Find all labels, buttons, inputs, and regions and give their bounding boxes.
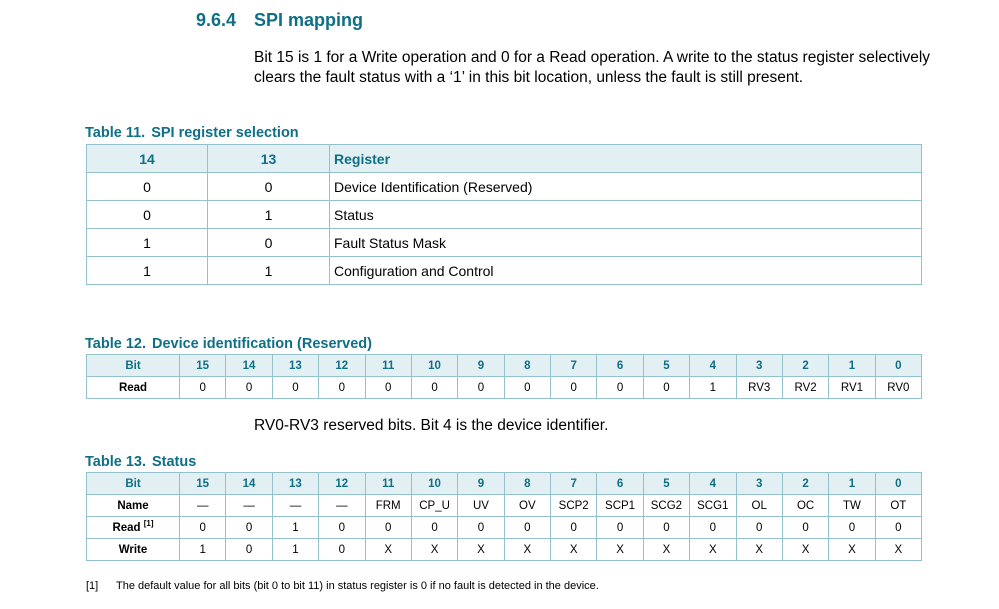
cell-text: 1 [292,543,299,556]
cell-text: OC [796,499,815,512]
intro-paragraph: Bit 15 is 1 for a Write operation and 0 for a Read operation. A write to the status register selectively clears the fault status with a ‘1’ in this bit location, unless the fault is still present. [254,49,931,86]
table-cell [875,377,921,399]
header-cell: Bit [87,473,180,495]
header-cell: 14 [226,355,272,377]
cell-text: SCP2 [558,499,589,512]
table-cell [875,517,921,539]
cell-text: 0 [802,521,809,534]
cell-text: 0 [663,521,670,534]
table-row [87,517,922,539]
table-header-row [87,355,922,377]
header-cell: 5 [643,355,689,377]
cell-text: X [848,543,856,556]
table-cell [782,495,828,517]
header-cell: 14 [226,473,272,495]
table-cell [690,517,736,539]
reserved-bits-note: RV0-RV3 reserved bits. Bit 4 is the device identifier. [254,417,609,434]
table-cell: 1 [208,257,330,285]
table-cell [736,495,782,517]
footnote [86,580,599,592]
header-cell: 13 [272,355,318,377]
header-cell: Bit [87,355,180,377]
table-cell [829,377,875,399]
table-cell [180,377,226,399]
cell-text: TW [842,499,861,512]
table13-title: Status [151,454,197,470]
header-cell: 14 [87,145,208,173]
table-cell [411,377,457,399]
table-cell [829,495,875,517]
cell-text: Read [112,521,141,534]
cell-text: OL [751,499,767,512]
cell-text: X [616,543,624,556]
cell-text: Read [118,381,148,394]
table-cell [272,495,318,517]
table-cell [319,377,365,399]
table-cell [180,495,226,517]
cell-text: 1 [199,543,206,556]
table-cell [411,539,457,561]
header-cell: 0 [875,473,921,495]
cell-text: 0 [524,521,531,534]
cell-text: X [662,543,671,556]
table-cell [690,495,736,517]
row-header-cell [87,495,180,517]
cell-text: X [430,543,439,556]
table-cell: Fault Status Mask [330,229,922,257]
table-cell [458,517,504,539]
cell-text: RV3 [748,381,771,394]
cell-text: 0 [616,381,624,394]
table-cell: 1 [87,257,208,285]
row-header-cell [87,517,180,539]
header-cell: 3 [736,355,782,377]
cell-text: Name [117,499,149,512]
cell-text: OT [890,499,907,512]
header-cell: 10 [411,473,457,495]
table-row [87,539,922,561]
header-cell: 11 [365,355,411,377]
table-cell [226,377,272,399]
cell-text: 0 [570,521,577,534]
table-row [87,257,922,285]
table-cell [226,539,272,561]
table-cell [180,539,226,561]
cell-text: OV [519,499,536,512]
table-cell: Status [330,201,922,229]
table-cell [875,495,921,517]
cell-text: 0 [245,521,253,534]
table-cell [643,539,689,561]
header-cell: 9 [458,355,504,377]
header-cell: 15 [180,473,226,495]
footnote-reference[interactable]: [1] [143,518,154,528]
table-cell [504,495,550,517]
table-cell [597,377,643,399]
table-cell [504,517,550,539]
cell-text: 0 [477,521,485,534]
row-header-cell [87,377,180,399]
cell-text: UV [472,499,489,512]
cell-text: X [801,543,810,556]
table-row [87,201,922,229]
table-row [87,173,922,201]
header-cell: 13 [208,145,330,173]
cell-text: 0 [245,543,253,556]
table-cell [736,377,782,399]
table-cell [736,539,782,561]
table-cell [458,377,504,399]
cell-text: SCG1 [697,499,729,512]
cell-text: — [336,499,348,512]
table-row [87,495,922,517]
cell-text: X [384,543,393,556]
header-cell: 10 [411,355,457,377]
cell-text: SCG2 [650,499,683,512]
table-cell [829,517,875,539]
table11-caption [85,125,299,141]
header-cell: 13 [272,473,318,495]
table-cell [365,495,411,517]
cell-text: RV2 [794,381,817,394]
cell-text: X [477,543,485,556]
table-cell [365,377,411,399]
cell-text: X [894,543,903,556]
header-cell: 9 [458,473,504,495]
section-title: SPI mapping [254,10,364,30]
table-cell [319,517,365,539]
table-cell [504,377,550,399]
header-cell: 7 [551,355,597,377]
cell-text: 1 [709,381,717,394]
table-cell [551,539,597,561]
table13-label: Table 13. [85,454,146,470]
cell-text: 0 [199,381,206,394]
table-cell [226,517,272,539]
table13-caption [85,454,196,470]
cell-text: 0 [338,543,346,556]
header-cell: 3 [736,473,782,495]
cell-text: 0 [384,521,392,534]
table-row [87,377,922,399]
table-cell [411,517,457,539]
cell-text: 0 [338,521,346,534]
device-identification-table [86,354,922,399]
header-cell: 8 [504,473,550,495]
cell-text: X [708,543,717,556]
header-cell: 12 [319,473,365,495]
table-cell [736,517,782,539]
cell-text: — [196,499,209,512]
cell-text: — [243,499,255,512]
cell-text: FRM [375,499,401,512]
table-cell [272,377,318,399]
spi-register-selection-table [86,144,922,285]
header-cell: 12 [319,355,365,377]
table-cell [643,377,689,399]
table-cell [875,539,921,561]
table-cell [551,377,597,399]
cell-text: 0 [848,521,856,534]
footnote-mark: [1] [86,580,99,592]
table-cell [690,539,736,561]
table-cell [782,377,828,399]
cell-text: X [523,543,532,556]
table-cell [226,495,272,517]
table-cell: 1 [87,229,208,257]
table-cell [643,495,689,517]
cell-text: 0 [755,521,763,534]
cell-text: 0 [895,521,902,534]
table-cell [690,377,736,399]
row-header-cell [87,539,180,561]
table-cell [643,517,689,539]
cell-text: 0 [245,381,253,394]
table-cell [365,539,411,561]
header-cell: 1 [829,473,875,495]
cell-text: Write [118,543,148,556]
table-cell [458,539,504,561]
table-cell [411,495,457,517]
cell-text: CP_U [419,499,450,512]
cell-text: 0 [477,381,485,394]
header-cell: 2 [782,355,828,377]
table-cell [782,539,828,561]
header-cell: 4 [690,473,736,495]
table-row [87,229,922,257]
table-cell: 0 [208,173,330,201]
table-cell [829,539,875,561]
table-cell [597,517,643,539]
table-header-row [87,473,922,495]
cell-text: — [289,499,302,512]
header-cell: 6 [597,473,643,495]
header-cell: 8 [504,355,550,377]
table-cell [551,517,597,539]
table-cell: 0 [208,229,330,257]
table-cell: 0 [87,173,208,201]
table-cell: 1 [208,201,330,229]
cell-text: 0 [431,381,438,394]
header-cell: 4 [690,355,736,377]
table11-title: SPI register selection [151,125,299,141]
header-cell: 15 [180,355,226,377]
table-cell [782,517,828,539]
table12-caption [85,336,372,352]
cell-text: 0 [338,381,346,394]
table-cell [597,495,643,517]
header-cell: 1 [829,355,875,377]
header-cell: 0 [875,355,921,377]
header-cell: 5 [643,473,689,495]
header-cell: 6 [597,355,643,377]
section-number: 9.6.4 [196,10,237,30]
table12-title: Device identification (Reserved) [151,336,372,352]
table-cell [319,495,365,517]
table-cell: 0 [87,201,208,229]
cell-text: RV1 [840,381,864,394]
cell-text: 0 [663,381,670,394]
cell-text: 0 [616,521,624,534]
cell-text: 0 [570,381,577,394]
cell-text: 0 [524,381,531,394]
table-cell [597,539,643,561]
footnote-text: The default value for all bits (bit 0 to bit 11) in status register is 0 if no fault is detected in the device. [116,580,599,592]
cell-text: 1 [292,521,299,534]
table-cell: Configuration and Control [330,257,922,285]
table-cell: Device Identification (Reserved) [330,173,922,201]
status-table [86,472,922,561]
cell-text: 0 [709,521,717,534]
table-cell [551,495,597,517]
table-cell [458,495,504,517]
cell-text: X [569,543,578,556]
table11-label: Table 11. [85,125,146,141]
header-cell: 7 [551,473,597,495]
cell-text: 0 [431,521,438,534]
cell-text: RV0 [887,381,910,394]
section-heading [196,10,363,31]
table-cell [272,539,318,561]
cell-text: X [755,543,764,556]
cell-text: 0 [384,381,392,394]
cell-text: 0 [292,381,299,394]
cell-text: 0 [199,521,206,534]
table-cell [504,539,550,561]
table-header-row [87,145,922,173]
table-cell [319,539,365,561]
cell-text: SCP1 [605,499,636,512]
header-cell: 2 [782,473,828,495]
header-cell: 11 [365,473,411,495]
table-cell [272,517,318,539]
table12-label: Table 12. [85,336,146,352]
table-cell [365,517,411,539]
table-cell [180,517,226,539]
header-cell: Register [330,145,922,173]
